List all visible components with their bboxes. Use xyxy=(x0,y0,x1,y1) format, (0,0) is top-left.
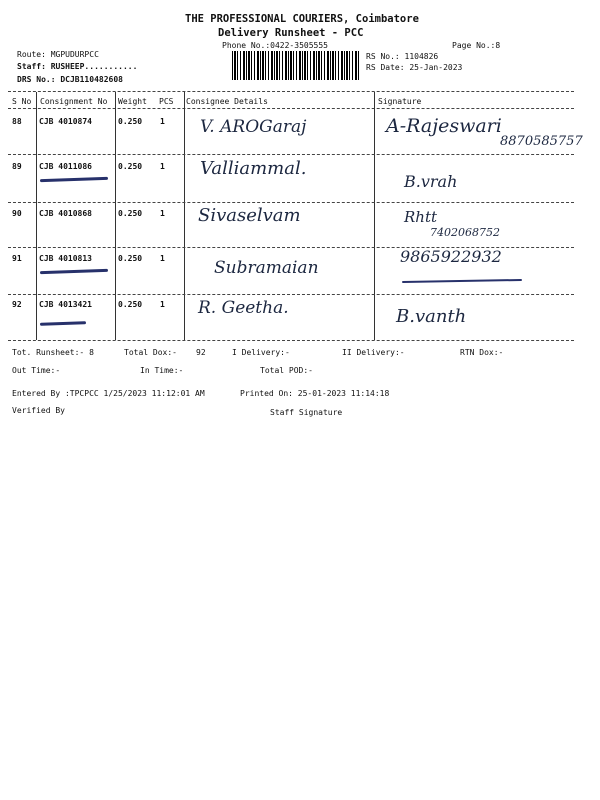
divider xyxy=(8,340,574,341)
total-dox-label: Total Dox:- xyxy=(124,348,177,357)
out-time: Out Time:- xyxy=(12,366,61,375)
row-sno: 88 xyxy=(12,117,22,126)
row-sno: 91 xyxy=(12,254,22,263)
row-consignment: CJB 4011086 xyxy=(39,162,92,171)
divider xyxy=(8,154,574,155)
barcode xyxy=(232,51,360,80)
consignee-handwriting: R. Geetha. xyxy=(198,298,289,318)
verified-by: Verified By xyxy=(12,406,65,415)
col-consignment: Consignment No xyxy=(40,97,108,106)
document-title: Delivery Runsheet - PCC xyxy=(218,27,364,39)
entered-by: Entered By :TPCPCC 1/25/2023 11:12:01 AM xyxy=(12,389,205,398)
row-consignment: CJB 4010874 xyxy=(39,117,92,126)
column-rule xyxy=(115,92,116,340)
row-pcs: 1 xyxy=(160,162,165,171)
row-weight: 0.250 xyxy=(118,162,143,171)
tot-runsheet: Tot. Runsheet:- 8 xyxy=(12,348,94,357)
row-pcs: 1 xyxy=(160,117,165,126)
rs-number: RS No.: 1104826 xyxy=(366,52,439,61)
row-sno: 89 xyxy=(12,162,22,171)
phone-handwriting: 8870585757 xyxy=(500,134,583,149)
signature-handwriting: 9865922932 xyxy=(400,247,502,266)
row-pcs: 1 xyxy=(160,209,165,218)
divider xyxy=(8,294,574,295)
drs-number: DRS No.: DCJB110482608 xyxy=(17,75,123,84)
company-name: THE PROFESSIONAL COURIERS, Coimbatore xyxy=(185,13,419,25)
row-consignment: CJB 4010813 xyxy=(39,254,92,263)
phone-handwriting: 7402068752 xyxy=(430,226,500,239)
ink-scribble xyxy=(40,177,108,182)
ink-scribble xyxy=(40,269,108,274)
i-delivery: I Delivery:- xyxy=(232,348,290,357)
page-number: Page No.:8 xyxy=(452,41,501,50)
rtn-dox: RTN Dox:- xyxy=(460,348,504,357)
printed-on: Printed On: 25-01-2023 11:14:18 xyxy=(240,389,390,398)
row-consignment: CJB 4013421 xyxy=(39,300,92,309)
ii-delivery: II Delivery:- xyxy=(342,348,405,357)
row-weight: 0.250 xyxy=(118,117,143,126)
row-pcs: 1 xyxy=(160,254,165,263)
divider xyxy=(8,91,574,92)
row-weight: 0.250 xyxy=(118,300,143,309)
row-consignment: CJB 4010868 xyxy=(39,209,92,218)
col-consignee: Consignee Details xyxy=(186,97,268,106)
column-rule xyxy=(374,92,375,340)
rs-date: RS Date: 25-Jan-2023 xyxy=(366,63,463,72)
route: Route: MGPUDURPCC xyxy=(17,50,99,59)
consignee-handwriting: Valliammal. xyxy=(200,158,307,179)
column-rule xyxy=(184,92,185,340)
consignee-handwriting: V. AROGaraj xyxy=(200,117,307,137)
signature-handwriting: B.vanth xyxy=(396,306,467,327)
signature-handwriting: B.vrah xyxy=(404,172,458,191)
row-weight: 0.250 xyxy=(118,209,143,218)
ink-scribble xyxy=(40,321,86,326)
in-time: In Time:- xyxy=(140,366,184,375)
consignee-handwriting: Subramaian xyxy=(214,258,319,278)
staff-signature: Staff Signature xyxy=(270,408,343,417)
row-weight: 0.250 xyxy=(118,254,143,263)
row-sno: 90 xyxy=(12,209,22,218)
divider xyxy=(8,202,574,203)
col-weight: Weight xyxy=(118,97,147,106)
col-signature: Signature xyxy=(378,97,422,106)
signature-handwriting: Rhtt xyxy=(404,208,438,226)
col-pcs: PCS xyxy=(159,97,174,106)
staff: Staff: RUSHEEP........... xyxy=(17,62,138,71)
column-rule xyxy=(36,92,37,340)
total-pod: Total POD:- xyxy=(260,366,313,375)
phone-number: Phone No.:0422-3505555 xyxy=(222,41,328,50)
signature-handwriting: A-Rajeswari xyxy=(386,115,502,137)
total-dox-value: 92 xyxy=(196,348,206,357)
row-sno: 92 xyxy=(12,300,22,309)
signature-scribble xyxy=(402,279,522,283)
divider xyxy=(8,108,574,109)
consignee-handwriting: Sivaselvam xyxy=(198,205,301,226)
col-sno: S No xyxy=(12,97,32,106)
row-pcs: 1 xyxy=(160,300,165,309)
